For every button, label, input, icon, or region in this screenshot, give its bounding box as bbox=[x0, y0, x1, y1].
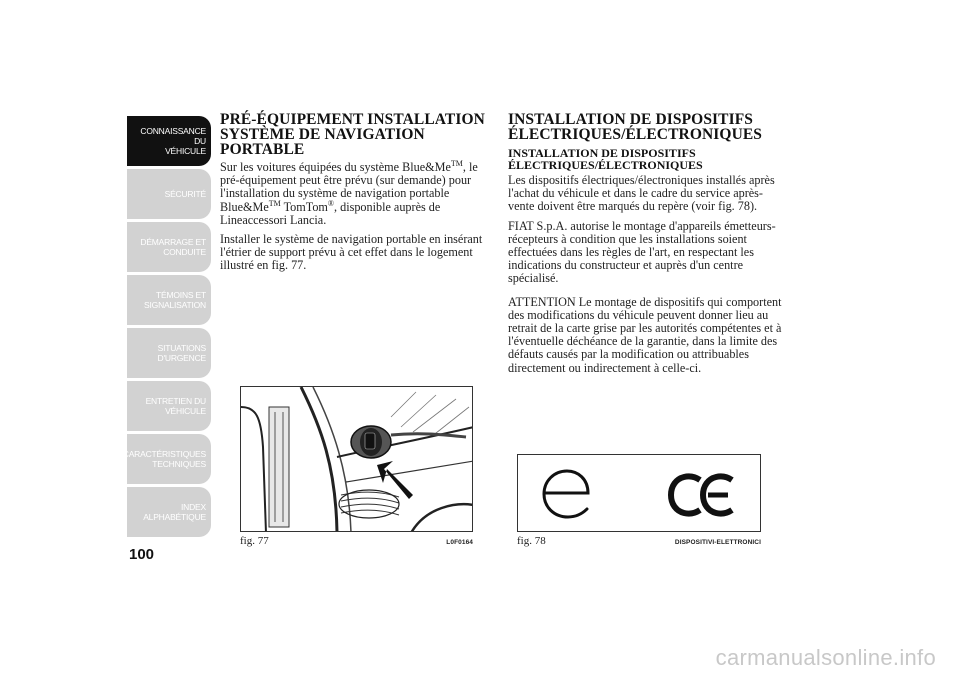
subsection-heading-devices: INSTALLATION DE DISPOSITIFS ÉLECTRIQUES/ÉLECTRONIQUES bbox=[508, 146, 703, 172]
conformity-marks bbox=[518, 455, 761, 532]
figure-77-image bbox=[240, 386, 473, 532]
figure-77-code: L0F0164 bbox=[446, 539, 473, 546]
section-heading-devices: INSTALLATION DE DISPOSITIFS ÉLECTRIQUES/ÉLECTRONIQUES bbox=[508, 111, 763, 143]
figure-77-caption bbox=[240, 535, 473, 547]
tab-caracteristiques-techniques[interactable]: CARACTÉRISTIQUES TECHNIQUES bbox=[127, 434, 211, 484]
paragraph-devices-warning: ATTENTION Le montage de dispositifs qui comportent des modifications du véhicule peuvent donner lieu au retrait de la carte grise par les autorités compétentes et à l'éventuelle déchéance de la garantie, dans la limite des défauts causés par la modification ou attribuables directement ou indirectement à celle-ci. bbox=[508, 294, 782, 375]
figure-78 bbox=[517, 454, 761, 547]
page-number: 100 bbox=[129, 546, 155, 563]
watermark: carmanualsonline.info bbox=[715, 645, 936, 670]
chapter-tabs bbox=[122, 116, 211, 540]
paragraph-devices-authorization: FIAT S.p.A. autorise le montage d'appareils émetteurs-récepteurs à condition que les installations soient effectuées dans les règles de l'art, en respectant les indications du constructeur et auprès d'un centre spécialisé. bbox=[508, 218, 776, 286]
section-heading-navigation: PRÉ-ÉQUIPEMENT INSTALLATION SYSTÈME DE NAVIGATION PORTABLE bbox=[220, 111, 485, 158]
tab-entretien-du-vehicule[interactable]: ENTRETIEN DU VÉHICULE bbox=[127, 381, 211, 431]
tab-index-alphabetique[interactable]: INDEX ALPHABÉTIQUE bbox=[127, 487, 211, 537]
dashboard-illustration bbox=[241, 387, 473, 532]
tab-demarrage-et-conduite[interactable]: DÉMARRAGE ET CONDUITE bbox=[127, 222, 211, 272]
figure-77-label: fig. 77 bbox=[240, 535, 269, 547]
tab-situations-d-urgence[interactable]: SITUATIONS D'URGENCE bbox=[127, 328, 211, 378]
figure-78-label: fig. 78 bbox=[517, 535, 546, 547]
ce-mark-icon bbox=[671, 476, 732, 513]
right-column bbox=[508, 112, 783, 381]
tab-securite[interactable]: SÉCURITÉ bbox=[127, 169, 211, 219]
paragraph-devices-marking: Les dispositifs électriques/électroniques installés après l'achat du véhicule et dans le cadre du service après-vente doivent être marqués du repère (voir fig. 78). bbox=[508, 173, 775, 214]
figure-77 bbox=[240, 386, 473, 547]
e-mark-icon bbox=[544, 471, 588, 517]
paragraph-navigation-install: Installer le système de navigation portable en insérant l'étrier de support prévu à cet effet dans le logement illustré en fig. 77. bbox=[220, 232, 483, 273]
paragraph-navigation-intro: Sur les voitures équipées du système Blue&Me™, le pré-équipement peut être prévu (sur demande) pour l'installation du système de navigation portable Blue&Me™ TomTom®, disponible auprès de Lineaccessori Lancia. bbox=[220, 158, 478, 227]
figure-78-code: DISPOSITIVI-ELETTRONICI bbox=[674, 539, 761, 546]
figure-78-image bbox=[517, 454, 761, 532]
figure-78-caption bbox=[517, 535, 761, 547]
tab-connaissance-du-vehicule[interactable]: CONNAISSANCE DU VÉHICULE bbox=[127, 116, 211, 166]
left-column bbox=[220, 112, 490, 279]
tab-temoins-et-signalisation[interactable]: TÉMOINS ET SIGNALISATION bbox=[127, 275, 211, 325]
